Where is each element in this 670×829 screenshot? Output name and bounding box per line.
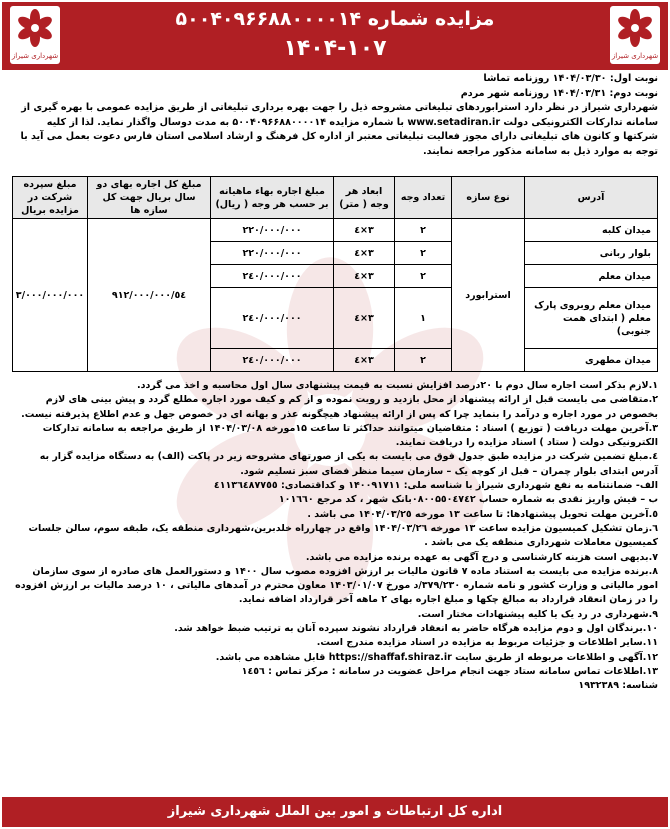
cell-monthly: ۲٤۰/۰۰۰/۰۰۰	[211, 265, 334, 288]
notice-header	[2, 2, 668, 70]
cell-count: ۲	[395, 265, 452, 288]
col-dims: ابعاد هر وجه ( متر)	[334, 177, 395, 219]
intro-section	[12, 72, 658, 159]
condition-item: ۲.متقاضی می بایست قبل از ارائه پیشنهاد از محل بازدید و رویت نموده و از کم و کیف مورد اجاره مطلع گردد و پیش بینی های لازم بخصوص در مورد اجاره و درآمد را بنماید چرا که پس از ارائه پیشنهاد هیچگونه عذر و بهانه ای در خصوص جهل و عدم اطلاع پذیرفته نیست.	[21, 394, 658, 420]
cell-monthly: ۲۲۰/۰۰۰/۰۰۰	[211, 219, 334, 242]
cell-count: ۱	[395, 288, 452, 349]
col-address: آدرس	[525, 177, 658, 219]
conditions-list	[12, 379, 658, 694]
condition-item: ۱۲.آگهی و اطلاعات مربوطه از طریق سایت https://shaffaf.shiraz.ir قابل مشاهده می باشد.	[215, 651, 658, 663]
condition-item: ۳.آخرین مهلت دریافت ( توزیع ) اسناد : متقاضیان میتوانند حداکثر تا ساعت ۱۵مورخه ۱۴۰۴/۰۳/۰۸ از طریق مراجعه به سامانه تدارکات الکترونیکی دولت ( ستاد ) اسناد مزایده را دریافت نمایند.	[42, 422, 658, 449]
condition-item: ۱۱.سایر اطلاعات و جزئیات مربوط به مزایده در اسناد مزایده مندرج است.	[316, 637, 658, 649]
cell-monthly: ۲٤۰/۰۰۰/۰۰۰	[211, 349, 334, 372]
condition-item: ۷.بدیهی است هزینه کارشناسی و درج آگهی به عهده برنده مزایده می باشد.	[305, 551, 658, 563]
cell-type: استرابورد	[452, 219, 525, 372]
cell-address: میدان معلم	[525, 265, 658, 288]
cell-monthly: ۲٤۰/۰۰۰/۰۰۰	[211, 288, 334, 349]
condition-item: ۱۰.برندگان اول و دوم مزایده هرگاه حاضر به انعقاد قرارداد نشوند سپرده آنان به ترتیب ضبط خواهد شد.	[174, 623, 658, 635]
table-row	[13, 219, 658, 242]
cell-dims: ۳×٤	[334, 288, 395, 349]
condition-item: ۸.برنده مزایده می بایست به استناد ماده ۷ قانون مالیات بر ارزش افزوده مصوب سال ۱۴۰۰ و دستورالعمل های صادره از سوی سازمان امور مالیاتی و وزارت کشور و نامه شماره ۳۷۹/۲۳۰/د مورخ ۱۴۰۳/۰۱/۰۷ معاون محترم در آمدهای مالیاتی ، ۱۰ درصد مالیات بر ارزش افزوده را در زمان انعقاد قرارداد به مبالغ چکها و مبلغ اجاره بهای ۲ ماهه آخر قرارداد اضافه نماید.	[15, 565, 658, 606]
auction-code: ۱۴۰۴-۱۰۷	[283, 36, 387, 61]
condition-item: ۱.لازم بذکر است اجاره سال دوم با ۲۰درصد افزایش نسبت به قیمت پیشنهادی سال اول محاسبه و اخذ می گردد.	[137, 380, 658, 391]
publication-first: نوبت اول: ۱۴۰۴/۰۳/۳۰ روزنامه تماشا	[483, 73, 658, 84]
col-count: تعداد وجه	[395, 177, 452, 219]
cell-address: میدان کلبه	[525, 219, 658, 242]
auction-title: مزایده شماره ۵۰۰۴۰۹۶۶۸۸۰۰۰۰۱۴	[175, 8, 495, 30]
logo-caption: شهرداری شیراز	[611, 52, 659, 60]
intro-paragraph: شهرداری شیراز در نظر دارد استرابوردهای تبلیغاتی مشروحه ذیل را جهت بهره برداری تبلیغاتی از طریق مزایده عمومی با بهره گیری از سامانه تدارکات الکترونیکی دولت www.setadiran.ir با شماره مزایده ۵۰۰۴۰۹۶۶۸۸۰۰۰۰۱۴ به مدت دوسال واگذار نماید. لذا از کلیه شرکتها و کانون های تبلیغاتی دارای مجوز فعالیت تبلیغاتی معتبر از اداره کل فرهنگ و ارشاد اسلامی استان فارس دعوت بعمل می آید با توجه به موارد ذیل به سامانه مذکور مراجعه نمایند.	[20, 102, 658, 157]
notice-id: شناسه: ۱۹۳۲۳۸۹	[578, 680, 658, 692]
condition-item: ۹.شهرداری در رد یک یا کلیه پیشنهادات مختار است.	[417, 608, 658, 620]
col-total: مبلغ کل اجاره بهای دو سال بریال جهت کل سازه ها	[88, 177, 211, 219]
condition-item: ٥.آخرین مهلت تحویل پیشنهادها: تا ساعت ۱۳ مورخه ۱۴۰۴/۰۳/۲٥ می باشد .	[307, 508, 658, 520]
cell-dims: ۳×٤	[334, 219, 395, 242]
cell-address: بلوار ربانی	[525, 242, 658, 265]
condition-item: ٦.زمان تشکیل کمیسیون مزایده ساعت ۱۳ مورخه ۱۴۰۴/۰۳/۲٦ واقع در چهارراه خلدبرین،شهرداری منطقه یک، طبقه سوم، سالن جلسات کمیسیون معاملات شهرداری منطقه یک می باشد .	[28, 522, 658, 549]
cell-count: ۲	[395, 242, 452, 265]
cell-dims: ۳×٤	[334, 349, 395, 372]
condition-item: ٤.مبلغ تضمین شرکت در مزایده طبق جدول فوق می بایست به یکی از صورتهای مشروحه زیر در پاکت (الف) به دستگاه مزایده گزار به آدرس ابتدای بلوار چمران – قبل از کوچه یک – سازمان سیما منظر فضای سبز تسلیم شود.	[39, 451, 658, 477]
table-header-row	[13, 177, 658, 219]
cell-address: میدان معلم روبروی پارک معلم ( ابتدای همت جنوبی)	[525, 288, 658, 349]
condition-item: الف- ضمانتنامه به نفع شهرداری شیراز با شناسه ملی: ۱۴۰۰۹۱۷۱۱ و کداقتصادی: ٤۱۱۳٦٤۸۷۷٥٥	[213, 480, 658, 492]
cell-dims: ۳×٤	[334, 242, 395, 265]
cell-address: میدان مطهری	[525, 349, 658, 372]
cell-deposit: ۳/۰۰۰/۰۰۰/۰۰۰	[13, 219, 88, 372]
condition-item: ب – فیش واریز نقدی به شماره حساب ۰۸۰۰۵٥٠٤٧٤٢بانک شهر ، کد مرجع ۱۰۱٦٦٠	[278, 494, 658, 506]
billboards-table	[12, 176, 658, 372]
cell-count: ۲	[395, 349, 452, 372]
cell-monthly: ۲۲۰/۰۰۰/۰۰۰	[211, 242, 334, 265]
logo-caption: شهرداری شیراز	[11, 52, 59, 60]
cell-dims: ۳×٤	[334, 265, 395, 288]
col-type: نوع سازه	[452, 177, 525, 219]
publication-second: نوبت دوم: ۱۴۰۴/۰۳/۳۱ روزنامه شهر مردم	[460, 87, 658, 99]
cell-total: ٥٤/۹۱۲/۰۰۰/۰۰۰	[88, 219, 211, 372]
condition-item: ۱۳.اطلاعات تماس سامانه ستاد جهت انجام مراحل عضویت در سامانه : مرکز تماس : ۱٤٥٦	[241, 665, 658, 677]
col-deposit: مبلغ سپرده شرکت در مزایده بریال	[13, 177, 88, 219]
cell-count: ۲	[395, 219, 452, 242]
col-monthly: مبلغ اجاره بهاء ماهیانه بر حسب هر وجه ( ریال)	[211, 177, 334, 219]
footer-banner: اداره کل ارتباطات و امور بین الملل شهرداری شیراز	[2, 797, 668, 827]
